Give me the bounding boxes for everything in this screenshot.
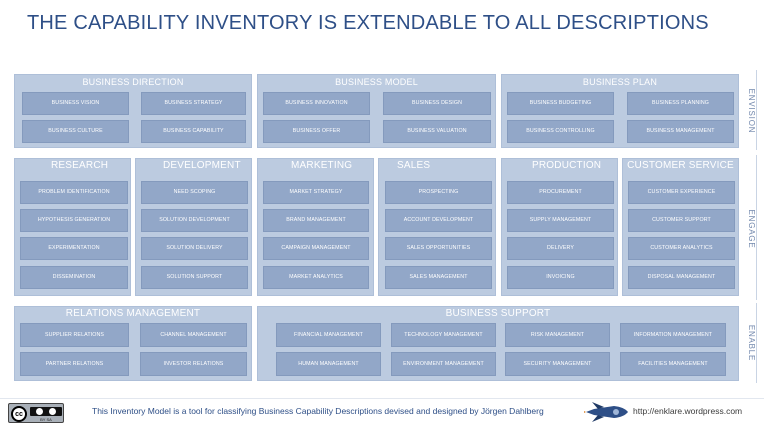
capability-cell[interactable]: CUSTOMER SUPPORT	[628, 209, 735, 232]
creative-commons-icon: cc	[11, 406, 27, 422]
capability-cell[interactable]: SECURITY MANAGEMENT	[505, 352, 610, 376]
capability-cell[interactable]: EXPERIMENTATION	[20, 237, 128, 260]
capability-cell[interactable]: INVOICING	[507, 266, 614, 289]
side-label-enable: ENABLE	[746, 313, 756, 373]
panel-title: BUSINESS PLAN	[582, 77, 658, 87]
panel-title: RELATIONS MANAGEMENT	[65, 308, 201, 319]
capability-cell[interactable]: ENVIRONMENT MANAGEMENT	[391, 352, 496, 376]
capability-cell[interactable]: BRAND MANAGEMENT	[263, 209, 369, 232]
rocket-icon	[584, 400, 630, 424]
panel-production	[501, 158, 618, 296]
panel-customer-service	[622, 158, 739, 296]
capability-cell[interactable]: CUSTOMER EXPERIENCE	[628, 181, 735, 204]
panel-title: BUSINESS SUPPORT	[445, 308, 551, 319]
panel-relations-management	[14, 306, 252, 381]
capability-cell[interactable]: BUSINESS CAPABILITY	[141, 120, 246, 143]
panel-sales	[378, 158, 496, 296]
panel-title: SALES	[397, 160, 431, 171]
capability-cell[interactable]: INFORMATION MANAGEMENT	[620, 323, 726, 347]
capability-cell[interactable]: SUPPLY MANAGEMENT	[507, 209, 614, 232]
panel-business-model	[257, 74, 496, 148]
panel-business-plan	[501, 74, 739, 148]
panel-development	[135, 158, 252, 296]
capability-cell[interactable]: DELIVERY	[507, 237, 614, 260]
capability-cell[interactable]: SOLUTION SUPPORT	[141, 266, 248, 289]
side-divider	[756, 70, 757, 150]
capability-cell[interactable]: SALES MANAGEMENT	[385, 266, 492, 289]
capability-cell[interactable]: BUSINESS VALUATION	[383, 120, 491, 143]
capability-cell[interactable]: PROSPECTING	[385, 181, 492, 204]
panel-business-support	[257, 306, 739, 381]
capability-cell[interactable]: INVESTOR RELATIONS	[140, 352, 247, 376]
capability-cell[interactable]: PARTNER RELATIONS	[20, 352, 129, 376]
side-divider	[756, 155, 757, 300]
panel-title: BUSINESS DIRECTION	[82, 77, 184, 87]
side-divider	[756, 303, 757, 383]
capability-cell[interactable]: DISSEMINATION	[20, 266, 128, 289]
by-sa-icon	[30, 407, 62, 416]
capability-cell[interactable]: CAMPAIGN MANAGEMENT	[263, 237, 369, 260]
capability-cell[interactable]: RISK MANAGEMENT	[505, 323, 610, 347]
capability-cell[interactable]: SOLUTION DEVELOPMENT	[141, 209, 248, 232]
capability-cell[interactable]: BUSINESS CULTURE	[22, 120, 129, 143]
capability-cell[interactable]: ACCOUNT DEVELOPMENT	[385, 209, 492, 232]
panel-marketing	[257, 158, 374, 296]
license-text: BY SA	[40, 417, 52, 422]
capability-cell[interactable]: BUSINESS VISION	[22, 92, 129, 115]
capability-cell[interactable]: HUMAN MANAGEMENT	[276, 352, 381, 376]
capability-cell[interactable]: CHANNEL MANAGEMENT	[140, 323, 247, 347]
cc-license-badge[interactable]	[8, 403, 64, 423]
capability-cell[interactable]: NEED SCOPING	[141, 181, 248, 204]
capability-cell[interactable]: SALES OPPORTUNITIES	[385, 237, 492, 260]
capability-cell[interactable]: MARKET STRATEGY	[263, 181, 369, 204]
panel-research	[14, 158, 131, 296]
panel-title: CUSTOMER SERVICE	[627, 160, 734, 171]
website-link[interactable]: http://enklare.wordpress.com	[633, 406, 743, 416]
capability-cell[interactable]: FINANCIAL MANAGEMENT	[276, 323, 381, 347]
capability-cell[interactable]: BUSINESS MANAGEMENT	[627, 120, 734, 143]
credit-text: This Inventory Model is a tool for classifying Business Capability Descriptions devised and designed by Jörgen Dahlberg	[92, 406, 544, 416]
capability-cell[interactable]: CUSTOMER ANALYTICS	[628, 237, 735, 260]
capability-cell[interactable]: BUSINESS STRATEGY	[141, 92, 246, 115]
side-label-envision: ENVISION	[746, 81, 756, 141]
capability-cell[interactable]: SUPPLIER RELATIONS	[20, 323, 129, 347]
capability-cell[interactable]: MARKET ANALYTICS	[263, 266, 369, 289]
capability-cell[interactable]: BUSINESS BUDGETING	[507, 92, 614, 115]
side-label-engage: ENGAGE	[746, 199, 756, 259]
capability-cell[interactable]: PROBLEM IDENTIFICATION	[20, 181, 128, 204]
capability-cell[interactable]: BUSINESS PLANNING	[627, 92, 734, 115]
panel-title: BUSINESS MODEL	[335, 77, 418, 87]
panel-business-direction	[14, 74, 252, 148]
capability-cell[interactable]: DISPOSAL MANAGEMENT	[628, 266, 735, 289]
panel-title: DEVELOPMENT	[163, 160, 241, 171]
panel-title: PRODUCTION	[532, 160, 602, 171]
capability-cell[interactable]: HYPOTHESIS GENERATION	[20, 209, 128, 232]
capability-cell[interactable]: BUSINESS OFFER	[263, 120, 370, 143]
capability-cell[interactable]: BUSINESS INNOVATION	[263, 92, 370, 115]
capability-cell[interactable]: TECHNOLOGY MANAGEMENT	[391, 323, 496, 347]
page-title: THE CAPABILITY INVENTORY IS EXTENDABLE TO ALL DESCRIPTIONS	[27, 12, 709, 34]
capability-cell[interactable]: PROCUREMENT	[507, 181, 614, 204]
panel-title: RESEARCH	[51, 160, 109, 171]
capability-cell[interactable]: FACILITIES MANAGEMENT	[620, 352, 726, 376]
capability-cell[interactable]: BUSINESS DESIGN	[383, 92, 491, 115]
capability-cell[interactable]: SOLUTION DELIVERY	[141, 237, 248, 260]
capability-cell[interactable]: BUSINESS CONTROLLING	[507, 120, 614, 143]
footer-divider	[0, 398, 764, 399]
panel-title: MARKETING	[291, 160, 353, 171]
